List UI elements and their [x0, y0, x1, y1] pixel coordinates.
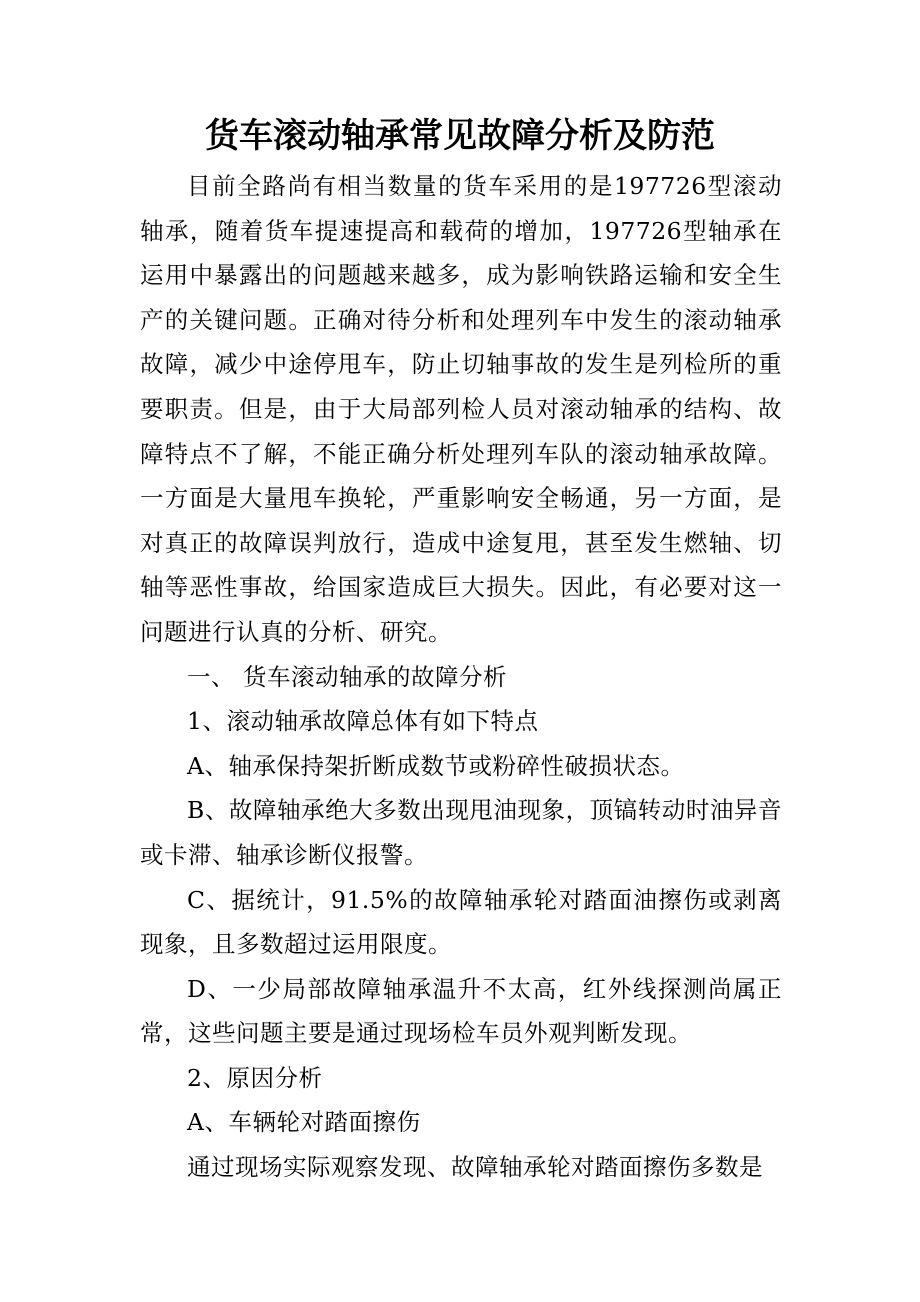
- subsection-heading: 2、原因分析: [187, 1063, 323, 1092]
- section-heading: 一、 货车滚动轴承的故障分析: [187, 662, 507, 691]
- list-item-a: A、轴承保持架折断成数节或粉碎性破损状态。: [187, 751, 685, 780]
- document-title: 货车滚动轴承常见故障分析及防范: [205, 116, 715, 156]
- list-item-d: D、一少局部故障轴承温升不太高，红外线探测尚属正常，这些问题主要是通过现场检车员外观判断发现。: [140, 974, 782, 1048]
- list-item-b: B、故障轴承绝大多数出现甩油现象，顶镐转动时油异音或卡滞、轴承诊断仪报警。: [140, 796, 782, 869]
- subsection-heading: 1、滚动轴承故障总体有如下特点: [187, 707, 539, 736]
- list-item-c: C、据统计，91.5%的故障轴承轮对踏面油擦伤或剥离现象，且多数超过运用限度。: [140, 885, 782, 959]
- body-paragraph: 通过现场实际观察发现、故障轴承轮对踏面擦伤多数是: [187, 1153, 763, 1182]
- intro-paragraph: 目前全路尚有相当数量的货车采用的是197726型滚动轴承，随着货车提速提高和载荷的增加，197726型轴承在运用中暴露出的问题越来越多，成为影响铁路运输和安全生产的关键问题。正确对待分析和处理列车中发生的滚动轴承故障，减少中途停甩车，防止切轴事故的发生是列检所的重要职责。但是，由于大局部列检人员对滚动轴承的结构、故障特点不了解，不能正确分析处理列车队的滚动轴承故障。一方面是大量甩车换轮，严重影响安全畅通，另一方面，是对真正的故障误判放行，造成中途复甩，甚至发生燃轴、切轴等恶性事故，给国家造成巨大损失。因此，有必要对这一问题进行认真的分析、研究。: [140, 172, 782, 646]
- document-body: [140, 164, 782, 1190]
- sub-item-heading: A、车辆轮对踏面擦伤: [187, 1108, 421, 1137]
